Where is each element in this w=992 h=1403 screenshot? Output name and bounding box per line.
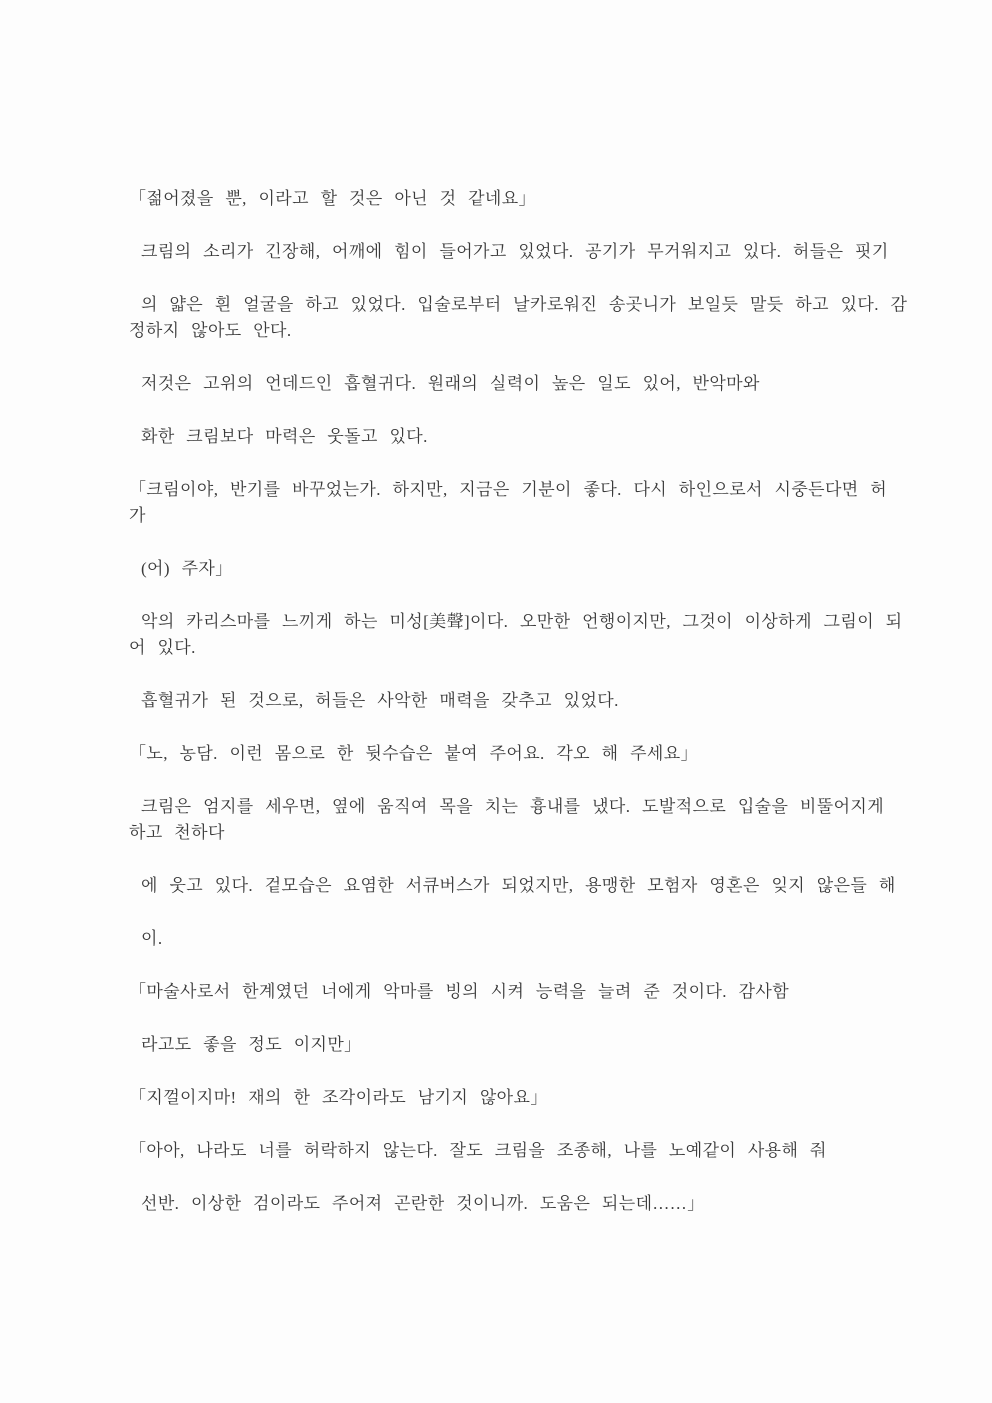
text-line-2: 크림의 소리가 긴장해, 어깨에 힘이 들어가고 있었다. 공기가 무거워지고 있다. 허들은 핏기: [141, 242, 889, 261]
text-line-8: 가: [129, 506, 146, 525]
text-line-3: 의 얇은 흰 얼굴을 하고 있었다. 입술로부터 날카로워진 송곳니가 보일듯 말듯 하고 있다. 감: [141, 295, 908, 314]
text-line-1: 「젊어졌을 뿐, 이라고 할 것은 아닌 것 같네요」: [129, 189, 536, 208]
text-line-15: 하고 천하다: [129, 823, 225, 842]
text-line-11: 어 있다.: [129, 638, 196, 657]
text-line-19: 라고도 좋을 정도 이지만」: [141, 1035, 362, 1054]
text-line-4: 정하지 않아도 안다.: [129, 321, 292, 340]
text-line-5: 저것은 고위의 언데드인 흡혈귀다. 원래의 실력이 높은 일도 있어, 반악마와: [141, 374, 760, 393]
text-line-12: 흡혈귀가 된 것으로, 허들은 사악한 매력을 갖추고 있었다.: [141, 691, 619, 710]
text-line-7: 「크림이야, 반기를 바꾸었는가. 하지만, 지금은 기분이 좋다. 다시 하인으로서 시중든다면 허: [129, 480, 888, 499]
text-line-18: 「마술사로서 한계였던 너에게 악마를 빙의 시켜 능력을 늘려 준 것이다. 감사함: [129, 982, 790, 1001]
text-line-17: 이.: [141, 929, 163, 948]
text-line-20: 「지껄이지마! 재의 한 조각이라도 남기지 않아요」: [129, 1088, 548, 1107]
text-line-21: 「아아, 나라도 너를 허락하지 않는다. 잘도 크림을 조종해, 나를 노예같이 사용해 줘: [129, 1141, 827, 1160]
text-column: [129, 186, 908, 1217]
text-line-22: 선반. 이상한 검이라도 주어져 곤란한 것이니까. 도움은 되는데……」: [141, 1194, 705, 1213]
text-line-14: 크림은 엄지를 세우면, 옆에 움직여 목을 치는 흉내를 냈다. 도발적으로 입술을 비뚤어지게: [141, 797, 885, 816]
text-line-13: 「노, 농담. 이런 몸으로 한 뒷수습은 붙여 주어요. 각오 해 주세요」: [129, 744, 698, 763]
text-line-16: 에 웃고 있다. 겉모습은 요염한 서큐버스가 되었지만, 용맹한 모험자 영혼은 잊지 않은들 해: [141, 876, 896, 895]
text-line-9: (어) 주자」: [141, 559, 233, 578]
text-line-10: 악의 카리스마를 느끼게 하는 미성[美聲]이다. 오만한 언행이지만, 그것이 이상하게 그림이 되: [141, 612, 903, 631]
text-line-6: 화한 크림보다 마력은 웃돌고 있다.: [141, 427, 428, 446]
